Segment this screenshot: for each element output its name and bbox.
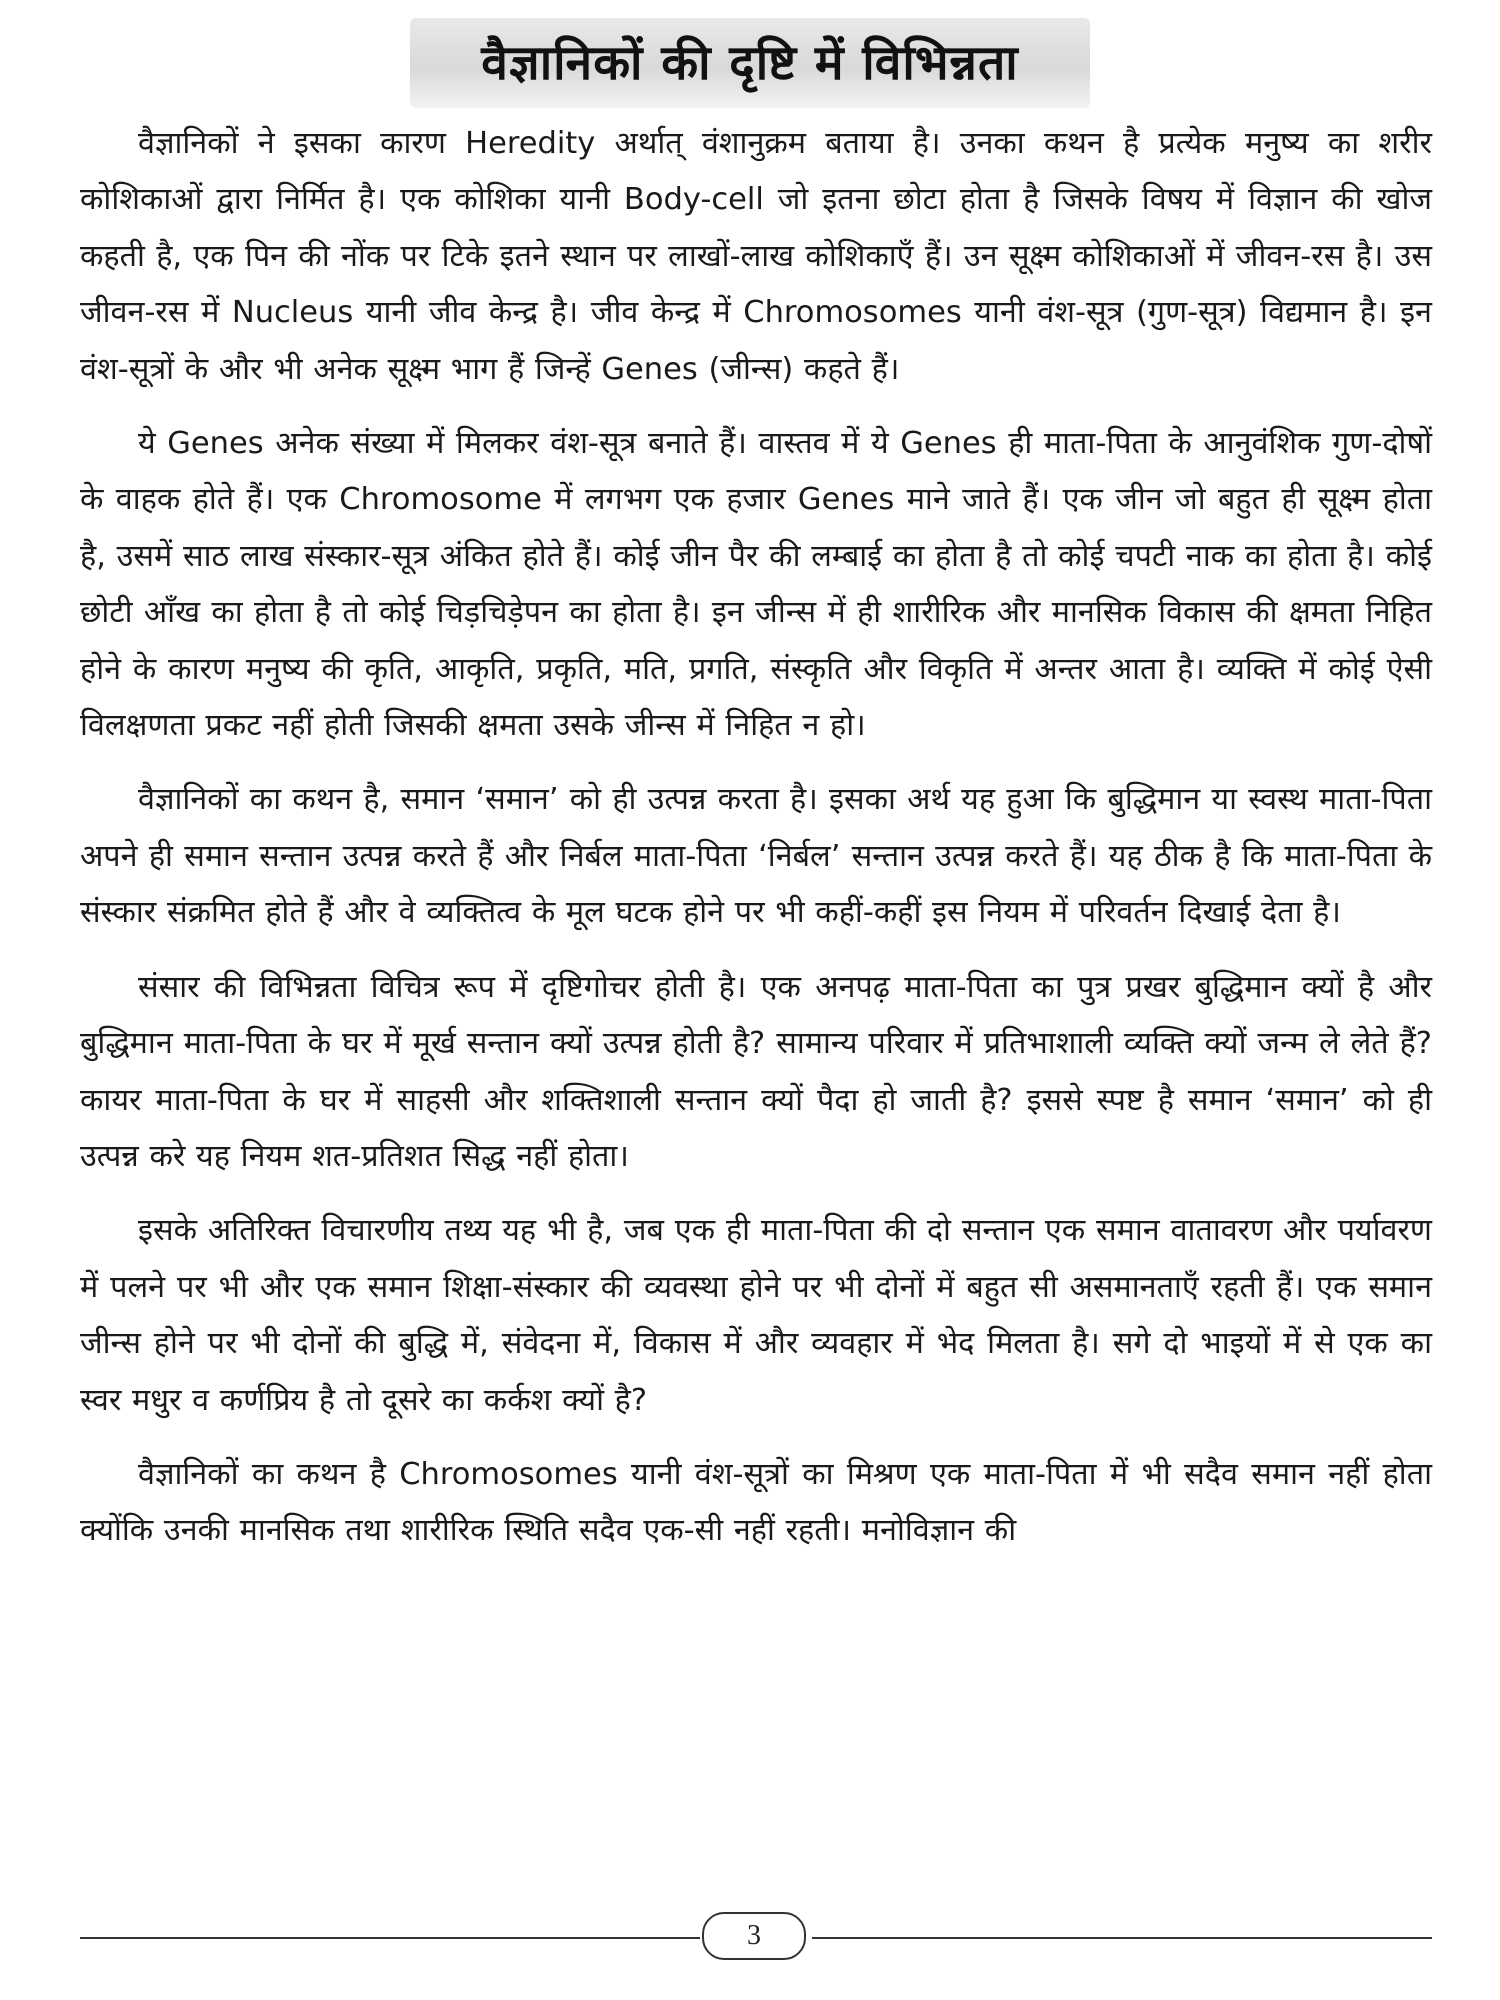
- paragraph-3: वैज्ञानिकों का कथन है, समान ‘समान’ को ही उत्पन्न करता है। इसका अर्थ यह हुआ कि बुद्धिमान या स्वस्थ माता-पिता अपने ही समान सन्तान उत्पन्न करते हैं और निर्बल माता-पिता ‘निर्बल’ सन्तान उत्पन्न करते हैं। यह ठीक है कि माता-पिता के संस्कार संक्रमित होते हैं और वे व्यक्तित्व के मूल घटक होने पर भी कहीं-कहीं इस नियम में परिवर्तन दिखाई देता है।: [80, 782, 1432, 931]
- title-banner: [410, 18, 1090, 108]
- paragraph-2: ये Genes अनेक संख्या में मिलकर वंश-सूत्र बनाते हैं। वास्तव में ये Genes ही माता-पिता के आनुवंशिक गुण-दोषों के वाहक होते हैं। एक Chromosome में लगभग एक हजार Genes माने जाते हैं। एक जीन जो बहुत ही सूक्ष्म होता है, उसमें साठ लाख संस्कार-सूत्र अंकित होते हैं। कोई जीन पैर की लम्बाई का होता है तो कोई चपटी नाक का होता है। कोई छोटी आँख का होता है तो कोई चिड़चिड़ेपन का होता है। इन जीन्स में ही शारीरिक और मानसिक विकास की क्षमता निहित होने के कारण मनुष्य की कृति, आकृति, प्रकृति, मति, प्रगति, संस्कृति और विकृति में अन्तर आता है। व्यक्ति में कोई ऐसी विलक्षणता प्रकट नहीं होती जिसकी क्षमता उसके जीन्स में निहित न हो।: [80, 426, 1432, 744]
- paragraph-1: वैज्ञानिकों ने इसका कारण Heredity अर्थात् वंशानुक्रम बताया है। उनका कथन है प्रत्येक मनुष्य का शरीर कोशिकाओं द्वारा निर्मित है। एक कोशिका यानी Body-cell जो इतना छोटा होता है जिसके विषय में विज्ञान की खोज कहती है, एक पिन की नोंक पर टिके इतने स्थान पर लाखों-लाख कोशिकाएँ हैं। उन सूक्ष्म कोशिकाओं में जीवन-रस है। उस जीवन-रस में Nucleus यानी जीव केन्द्र है। जीव केन्द्र में Chromosomes यानी वंश-सूत्र (गुण-सूत्र) विद्यमान है। इन वंश-सूत्रों के और भी अनेक सूक्ष्म भाग हैं जिन्हें Genes (जीन्स) कहते हैं।: [80, 126, 1432, 387]
- page-title: वैज्ञानिकों की दृष्टि में विभिन्नता: [481, 35, 1019, 91]
- page-footer: [80, 1908, 1432, 1968]
- paragraph-4: संसार की विभिन्नता विचित्र रूप में दृष्टिगोचर होती है। एक अनपढ़ माता-पिता का पुत्र प्रखर बुद्धिमान क्यों है और बुद्धिमान माता-पिता के घर में मूर्ख सन्तान क्यों उत्पन्न होती है? सामान्य परिवार में प्रतिभाशाली व्यक्ति क्यों जन्म ले लेते हैं? कायर माता-पिता के घर में साहसी और शक्तिशाली सन्तान क्यों पैदा हो जाती है? इससे स्पष्ट है समान ‘समान’ को ही उत्पन्न करे यह नियम शत-प्रतिशत सिद्ध नहीं होता।: [80, 969, 1432, 1174]
- body-text: [80, 116, 1432, 1578]
- footer-rule-right: [812, 1937, 1432, 1939]
- page-number: 3: [702, 1912, 806, 1960]
- paragraph-6: वैज्ञानिकों का कथन है Chromosomes यानी वंश-सूत्रों का मिश्रण एक माता-पिता में भी सदैव समान नहीं होता क्योंकि उनकी मानसिक तथा शारीरिक स्थिति सदैव एक-सी नहीं रहती। मनोविज्ञान की: [80, 1456, 1432, 1549]
- paragraph-5: इसके अतिरिक्त विचारणीय तथ्य यह भी है, जब एक ही माता-पिता की दो सन्तान एक समान वातावरण और पर्यावरण में पलने पर भी और एक समान शिक्षा-संस्कार की व्यवस्था होने पर भी दोनों में बहुत सी असमानताएँ रहती हैं। एक समान जीन्स होने पर भी दोनों की बुद्धि में, संवेदना में, विकास में और व्यवहार में भेद मिलता है। सगे दो भाइयों में से एक का स्वर मधुर व कर्णप्रिय है तो दूसरे का कर्कश क्यों है?: [80, 1213, 1432, 1418]
- footer-rule-left: [80, 1937, 700, 1939]
